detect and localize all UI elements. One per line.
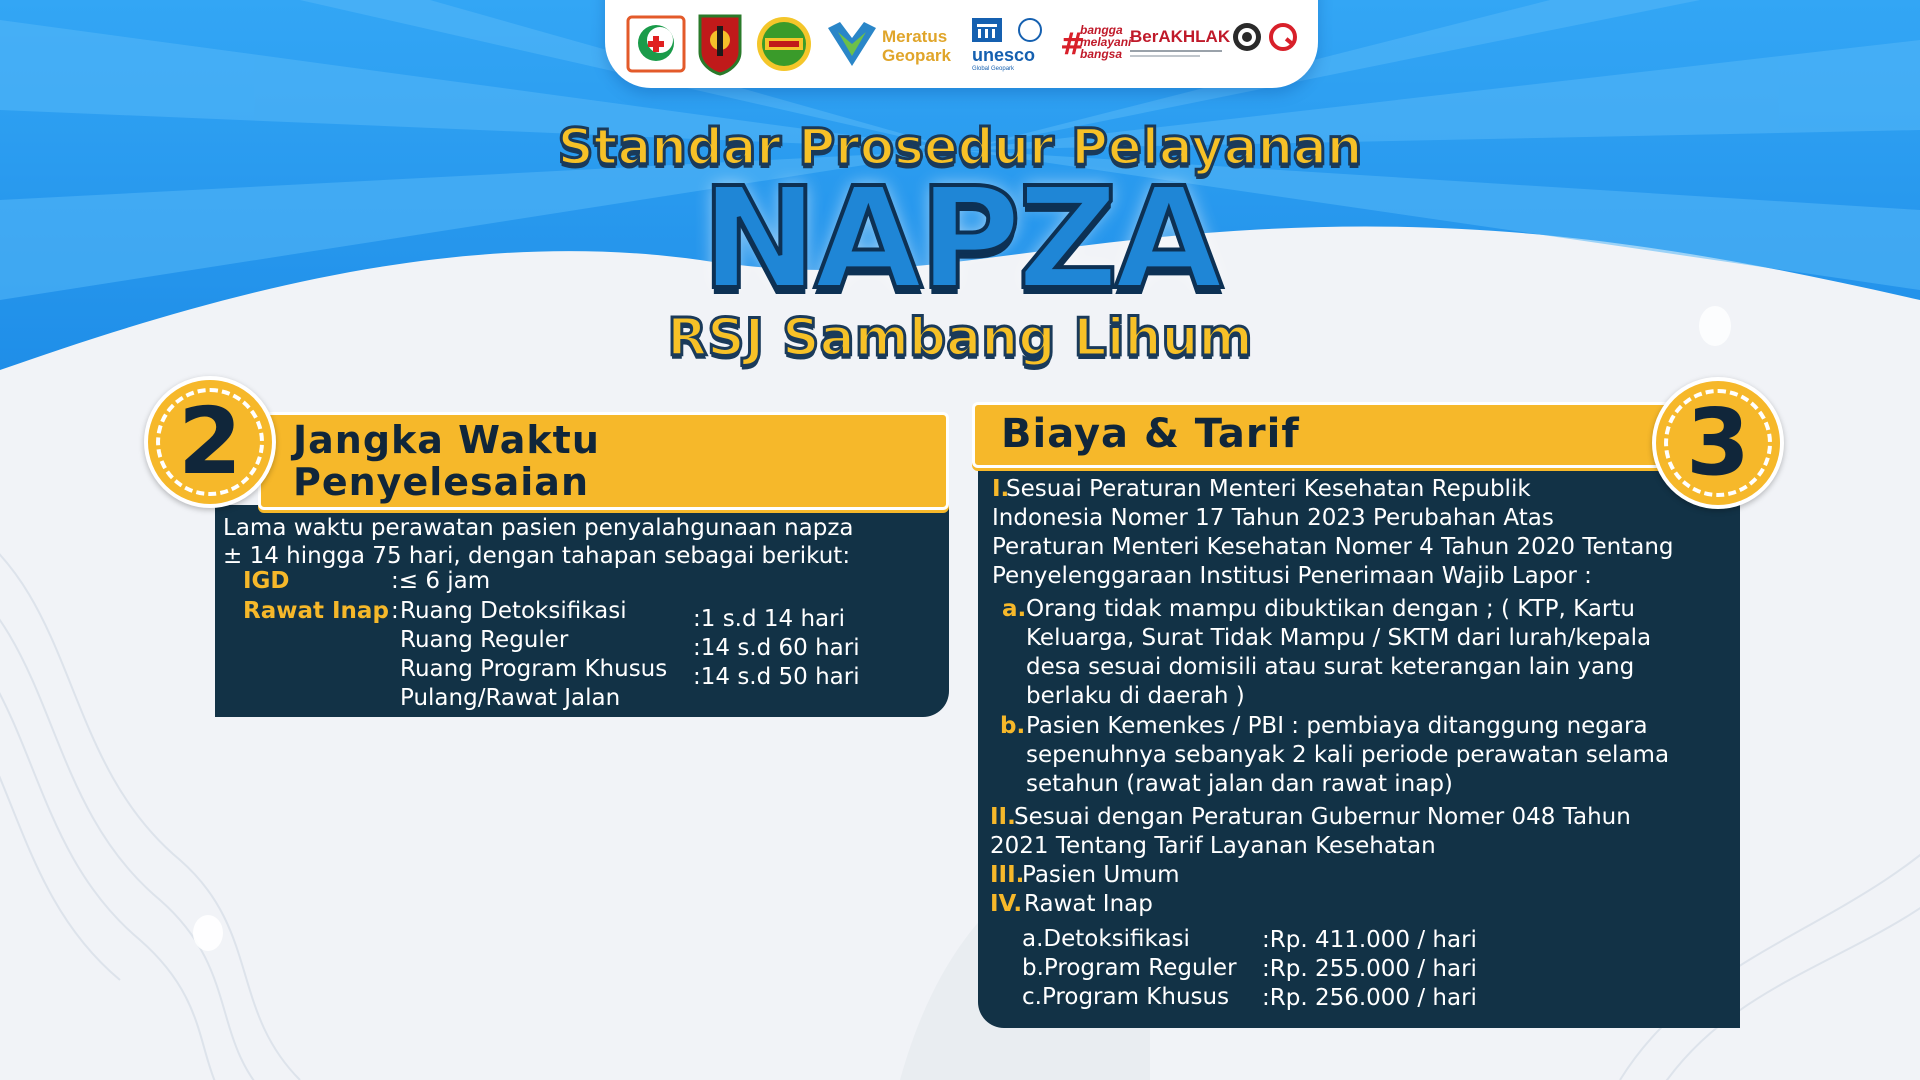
item-4-text: Rawat Inap xyxy=(1024,891,1153,917)
fees-panel xyxy=(978,465,1740,1028)
tariff-price: :Rp. 411.000 / hari xyxy=(1262,927,1477,953)
fees-header xyxy=(972,402,1673,468)
duration-panel xyxy=(215,505,949,717)
subtitle: Standar Prosedur Pelayanan xyxy=(557,118,1363,176)
sub-a-line: berlaku di daerah ) xyxy=(1026,683,1245,709)
sub-b-marker: b. xyxy=(1000,713,1026,739)
room-name: Ruang Reguler xyxy=(400,627,569,653)
meratus-geopark-text: Meratus Geopark xyxy=(882,27,951,65)
sub-b-line: Pasien Kemenkes / PBI : pembiaya ditanggung negara xyxy=(1026,713,1648,739)
sub-a-line: Orang tidak mampu dibuktikan dengan ; ( KTP, Kartu xyxy=(1026,596,1635,622)
item-4-marker: IV. xyxy=(990,891,1023,917)
section-number-badge-2: 2 xyxy=(144,376,276,508)
room-name: Ruang Program Khusus xyxy=(400,656,668,682)
tariff-name: b.Program Reguler xyxy=(1022,955,1237,981)
meratus-geopark-icon xyxy=(824,18,880,68)
duration-title: Jangka Waktu Penyelesaian xyxy=(293,418,600,504)
quality-icon xyxy=(1268,22,1298,52)
room-duration: :1 s.d 14 hari xyxy=(693,606,845,632)
bangga-melayani-text: bangga melayani bangsa xyxy=(1080,23,1132,61)
fees-title: Biaya & Tarif xyxy=(1001,411,1300,457)
hashtag-icon xyxy=(1060,26,1086,62)
rawat-inap-colon: : xyxy=(391,598,399,624)
section-number-badge-3: 3 xyxy=(1652,377,1784,509)
item-2-marker: II. xyxy=(990,804,1016,830)
berakhlak-text: BerAKHLAK xyxy=(1130,27,1231,46)
page-title: NAPZA xyxy=(701,158,1219,321)
igd-value: :≤ 6 jam xyxy=(391,568,491,594)
unesco-emblem-icon xyxy=(972,16,1044,44)
province-emblem-icon xyxy=(698,12,742,76)
organization-name: RSJ Sambang Lihum xyxy=(667,308,1253,368)
room-name: Ruang Detoksifikasi xyxy=(400,598,627,624)
sub-b-line: setahun (rawat jalan dan rawat inap) xyxy=(1026,771,1453,797)
rawat-inap-label: Rawat Inap xyxy=(243,598,389,624)
rsj-logo-icon xyxy=(627,16,685,72)
item-3-marker: III. xyxy=(990,862,1025,888)
tariff-price: :Rp. 256.000 / hari xyxy=(1262,985,1477,1011)
seal-icon xyxy=(1232,22,1262,52)
item-1-line: Indonesia Nomer 17 Tahun 2023 Perubahan Atas xyxy=(992,505,1554,531)
unesco-text: unesco xyxy=(972,45,1036,65)
sub-a-marker: a. xyxy=(1002,596,1027,622)
item-2-line: 2021 Tentang Tarif Layanan Kesehatan xyxy=(990,833,1436,859)
room-duration: :14 s.d 60 hari xyxy=(693,635,860,661)
room-duration: :14 s.d 50 hari xyxy=(693,664,860,690)
unesco-subtext: Global Geopark xyxy=(972,66,1015,72)
sub-a-line: Keluarga, Surat Tidak Mampu / SKTM dari lurah/kepala xyxy=(1026,625,1652,651)
item-1-marker: I. xyxy=(992,476,1010,502)
item-2-line: Sesuai dengan Peraturan Gubernur Nomer 048 Tahun xyxy=(1014,804,1631,830)
duration-intro-line-1: Lama waktu perawatan pasien penyalahgunaan napza xyxy=(223,515,854,541)
duration-intro-line-2: ± 14 hingga 75 hari, dengan tahapan sebagai berikut: xyxy=(223,543,851,569)
svg-text:#: # xyxy=(1060,27,1086,62)
item-1-line: Penyelenggaraan Institusi Penerimaan Wajib Lapor : xyxy=(992,563,1592,589)
item-1-line: Peraturan Menteri Kesehatan Nomer 4 Tahun 2020 Tentang xyxy=(992,534,1674,560)
tariff-name: a.Detoksifikasi xyxy=(1022,926,1190,952)
award-badge-icon xyxy=(756,16,812,72)
item-1-line: Sesuai Peraturan Menteri Kesehatan Republik xyxy=(1006,476,1531,502)
room-name: Pulang/Rawat Jalan xyxy=(400,685,621,711)
tariff-name: c.Program Khusus xyxy=(1022,984,1230,1010)
sub-a-line: desa sesuai domisili atau surat keterangan lain yang xyxy=(1026,654,1635,680)
igd-label: IGD xyxy=(243,568,290,594)
item-3-text: Pasien Umum xyxy=(1022,862,1180,888)
tariff-price: :Rp. 255.000 / hari xyxy=(1262,956,1477,982)
duration-header xyxy=(258,412,949,510)
berakhlak-underline-icon xyxy=(1130,48,1226,60)
sub-b-line: sepenuhnya sebanyak 2 kali periode perawatan selama xyxy=(1026,742,1670,768)
